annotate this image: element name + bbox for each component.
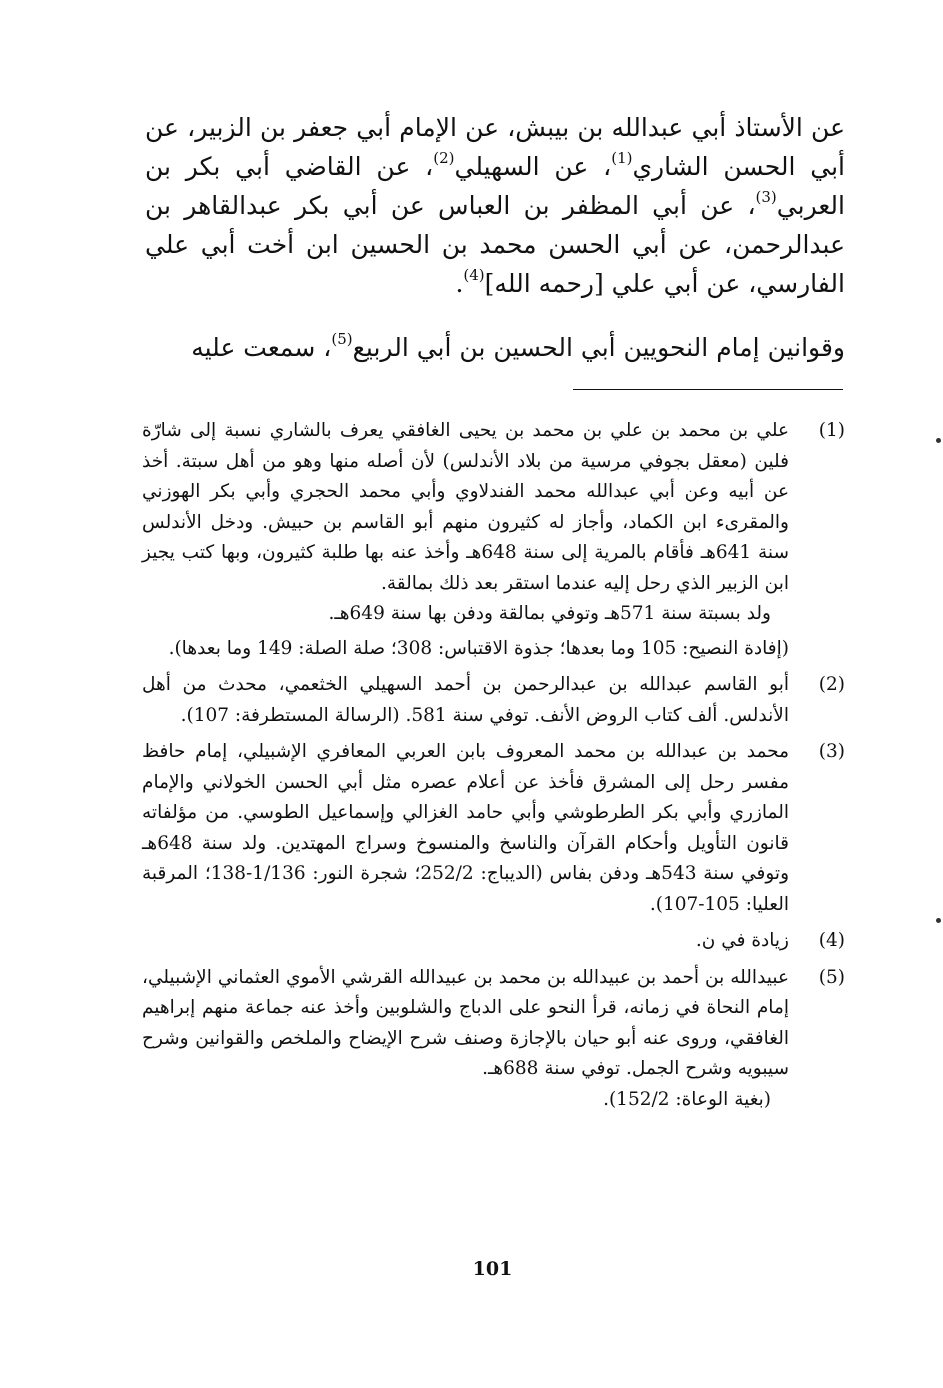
margin-mark bbox=[936, 918, 941, 923]
footnotes bbox=[142, 416, 845, 1121]
footnote-source: (بغية الوعاة: 152/2). bbox=[603, 1088, 771, 1110]
footnote-number: (3) bbox=[818, 741, 845, 762]
footnote-text: زيادة في ن. bbox=[695, 930, 789, 951]
footnote-text: محمد بن عبدالله بن محمد المعروف بابن العربي المعافري الإشبيلي، إمام حافظ مفسر رحل إلى المشرق فأخذ عن أعلام عصره مثل أبي الحسن الخولاني والإمام المازري وأبي بكر الطرطوشي وأبي حامد الغزالي وإسماعيل الطوسي. من مؤلفاته قانون التأويل وأحكام القرآن والناسخ والمنسوخ وسراج المهتدين. ولد سنة 648هـ وتوفي سنة 543هـ ودفن بفاس (الديباج: 252/2؛ شجرة النور: 1/136-138؛ المرقبة العليا: 105-107). bbox=[142, 741, 790, 915]
footnote-4 bbox=[142, 926, 845, 957]
page-number: 101 bbox=[472, 1258, 513, 1280]
main-paragraph-2: وقوانين إمام النحويين أبي الحسين بن أبي الربيع$^{(5)}$، سمعت عليه bbox=[191, 330, 845, 362]
footnote-text: علي بن محمد بن علي بن محمد بن يحيى الغافقي يعرف بالشاري نسبة إلى شارّة فلين (معقل بجوفي مرسية من بلاد الأندلس) لأن أصله منها وهو من أهل سبتة. أخذ عن أبيه وعن أبي عبدالله محمد الفندلاوي وأبي محمد الحجري وأبي بكر الهوزني والمقرىء ابن الكماد، وأجاز له كثيرون منهم أبو القاسم بن حبيش. ودخل الأندلس سنة 641هـ فأقام بالمرية إلى سنة 648هـ وأخذ عنه بها طلبة كثيرون، وبها كتب يجيز ابن الزبير الذي رحل إليه عندما استقر بعد ذلك بمالقة. bbox=[142, 420, 790, 594]
main-text bbox=[145, 108, 845, 367]
footnote-number: (2) bbox=[818, 674, 845, 695]
footnote-number: (5) bbox=[818, 966, 845, 988]
footnote-separator bbox=[573, 389, 843, 390]
footnote-number: (4) bbox=[818, 930, 845, 951]
main-paragraph-1: عن الأستاذ أبي عبدالله بن بيبش، عن الإمام أبي جعفر بن الزبير، عن أبي الحسن الشاري$^{(1)}$، عن السهيلي$^{(2)}$، عن القاضي أبي بكر بن العربي$^{(3)}$، عن أبي المظفر بن العباس عن أبي بكر عبدالقاهر بن عبدالرحمن، عن أبي الحسن محمد بن الحسين ابن أخت أبي علي الفارسي، عن أبي علي [رحمه الله]$^{(4)}$. bbox=[145, 113, 845, 298]
margin-mark bbox=[936, 438, 941, 443]
footnote-text: أبو القاسم عبدالله بن عبدالرحمن بن أحمد السهيلي الخثعمي، محدث من أهل الأندلس. ألف كتاب الروض الأنف. توفي سنة 581. (الرسالة المستطرفة: 107). bbox=[142, 674, 789, 726]
footnote-ref-3: (3) bbox=[755, 188, 777, 206]
footnote-ref-2: (2) bbox=[433, 149, 455, 167]
footnote-ref-4: (4) bbox=[463, 266, 485, 284]
footnote-2 bbox=[142, 670, 845, 731]
footnote-5 bbox=[142, 963, 845, 1116]
footnote-number: (1) bbox=[818, 420, 845, 441]
footnote-ref-1: (1) bbox=[611, 149, 633, 167]
footnote-text: عبيدالله بن أحمد بن عبيدالله بن محمد بن عبيدالله القرشي الأموي العثماني الإشبيلي، إمام النحاة في زمانه، قرأ النحو على الدباج والشلوبين وأخذ عنه جماعة منهم إبراهيم الغافقي، وروى عنه أبو حيان بالإجازة وصنف شرح الإيضاح والملخص والقوانين وشرح سيبويه وشرح الجمل. توفي سنة 688هـ. bbox=[142, 966, 789, 1079]
footnote-text: ولد بسبتة سنة 571هـ وتوفي بمالقة ودفن بها سنة 649هـ. bbox=[328, 603, 771, 624]
footnote-1 bbox=[142, 416, 845, 664]
footnote-ref-5: (5) bbox=[331, 330, 353, 348]
footnote-3 bbox=[142, 737, 845, 920]
footnote-source: (إفادة النصيح: 105 وما بعدها؛ جذوة الاقتباس: 308؛ صلة الصلة: 149 وما بعدها). bbox=[168, 637, 789, 659]
